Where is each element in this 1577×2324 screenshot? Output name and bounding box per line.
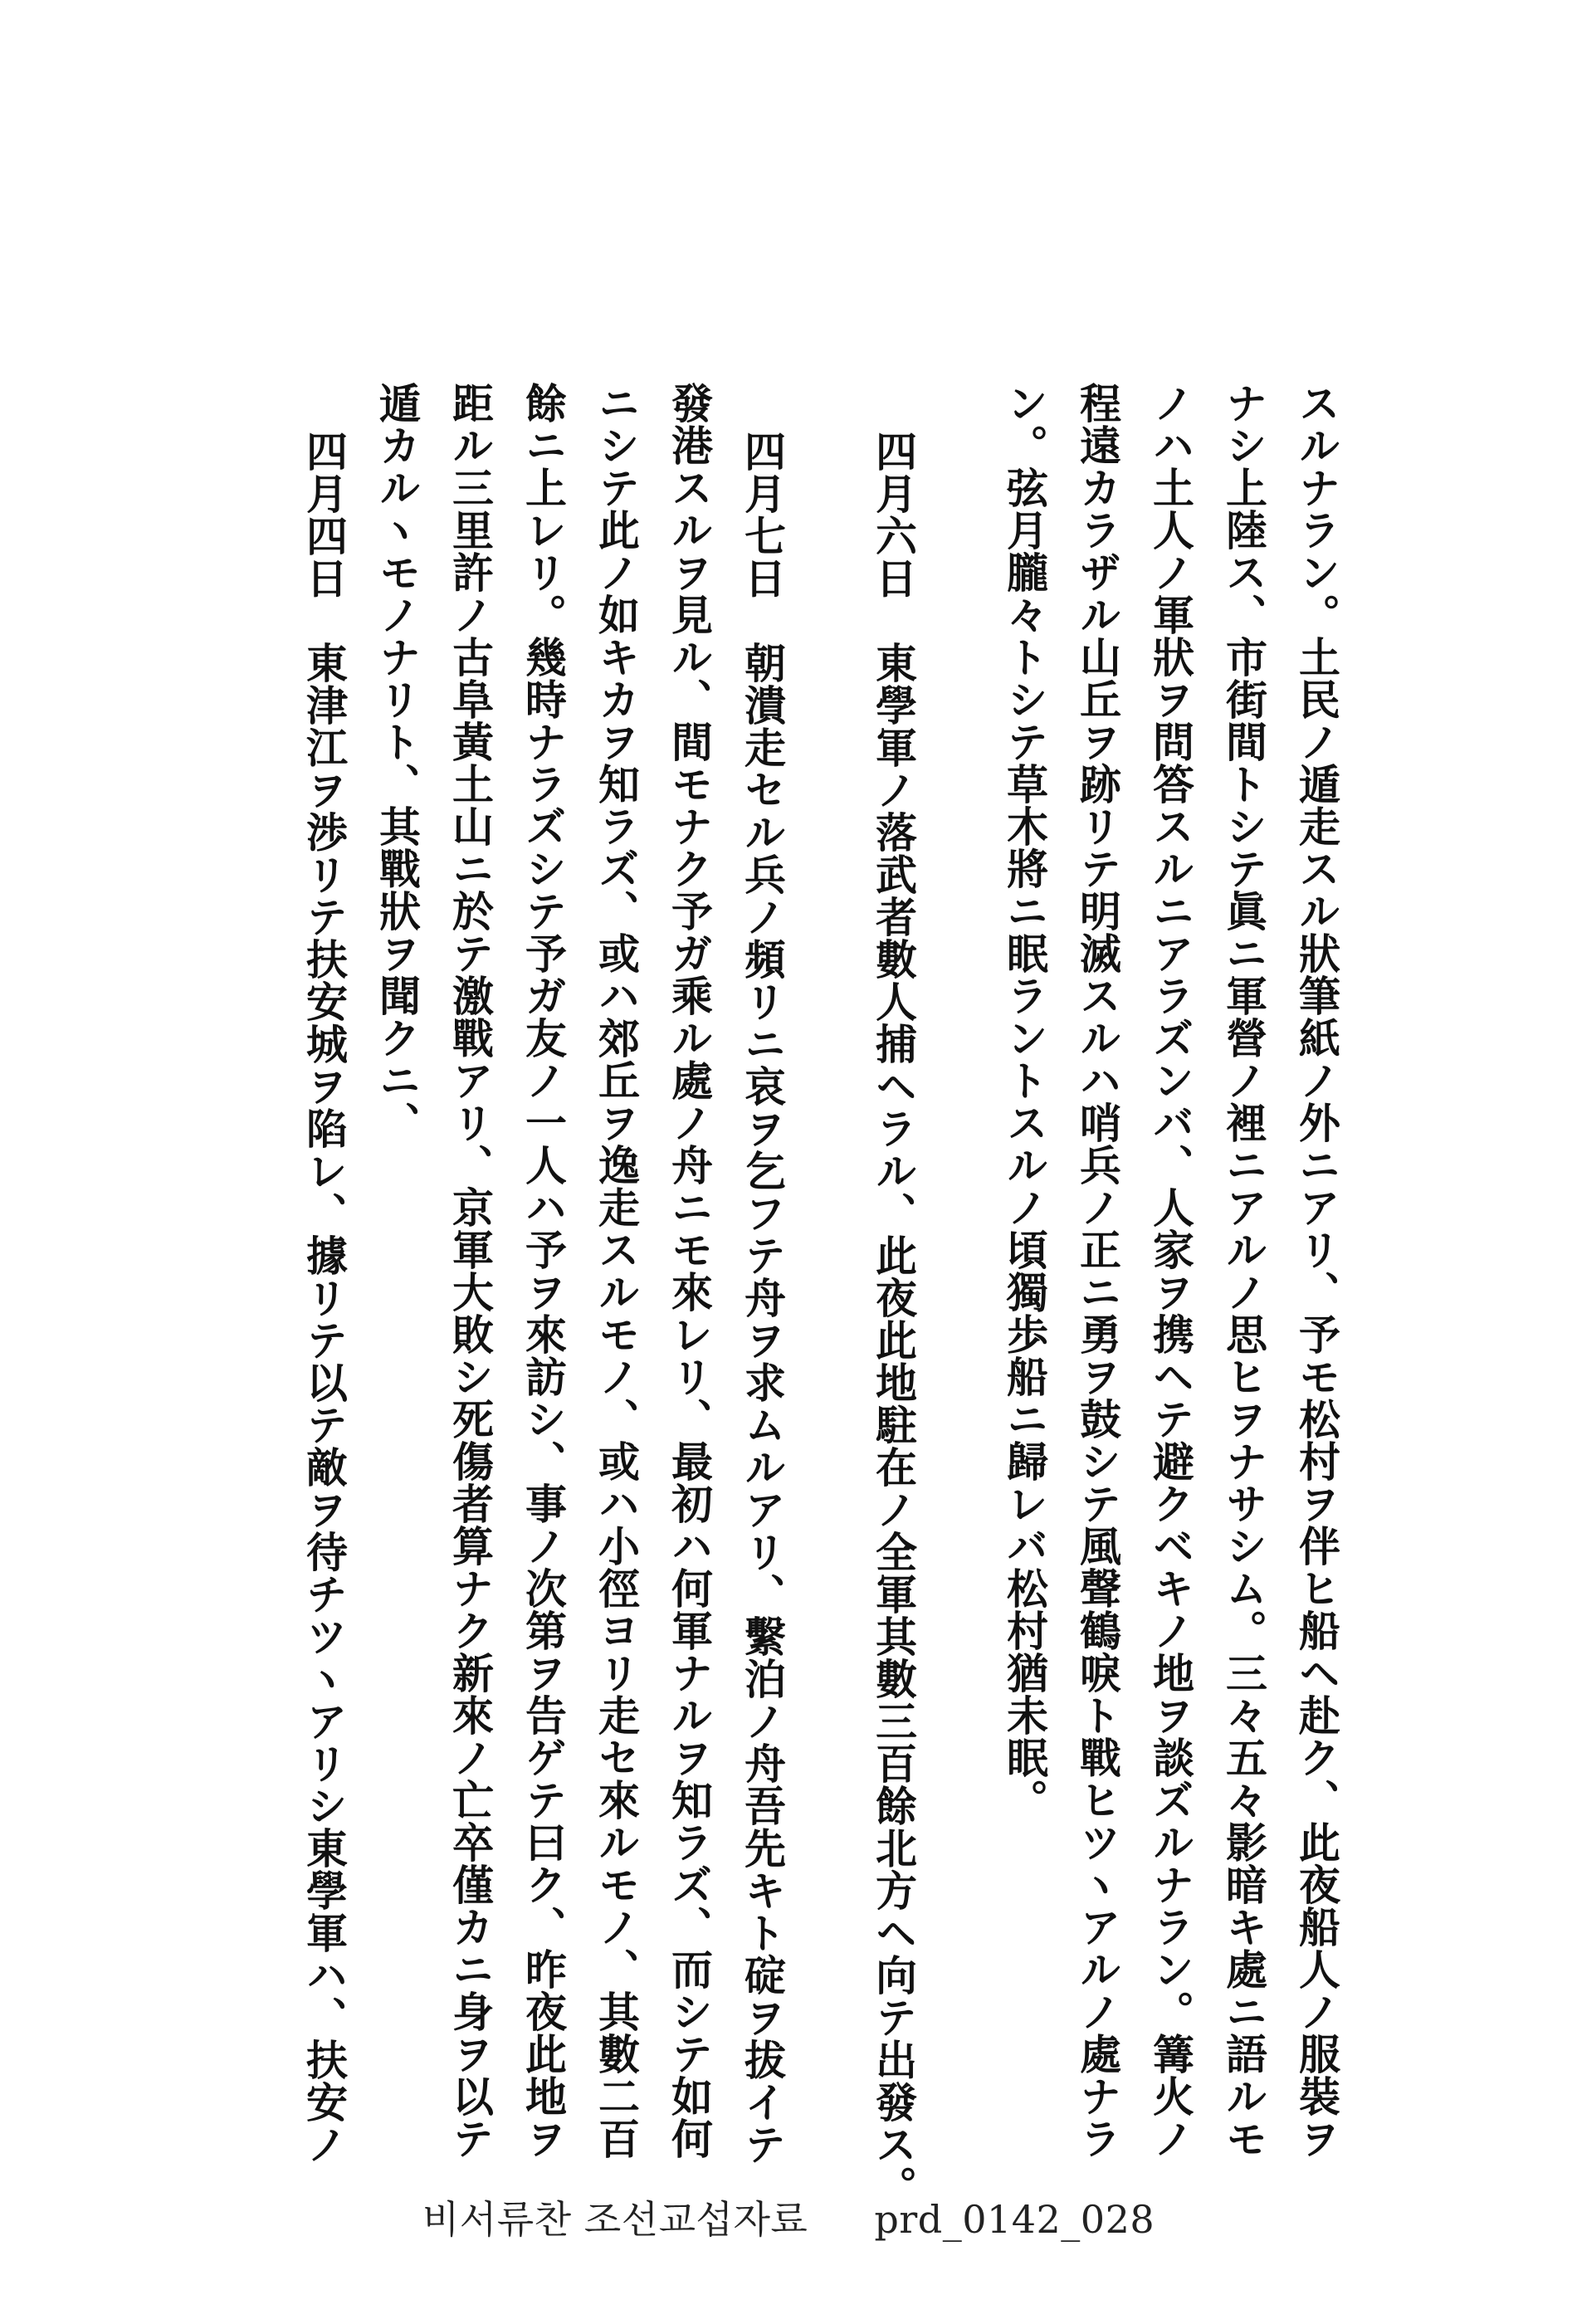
text-column: 餘ニ上レリ。幾時ナラズシテ予ガ友ノ一人ハ予ヲ來訪シ、事ノ次第ヲ告ゲテ曰ク、昨夜此地ヲ	[519, 382, 568, 2160]
text-column: ノハ土人ノ軍狀ヲ問答スルニアラズンバ、人家ヲ携ヘテ避クベキノ地ヲ談ズルナラン。篝火ノ	[1146, 382, 1195, 2160]
text-column: ナシ上陸ス、市街間トシテ眞ニ軍營ノ裡ニアルノ思ヒヲナサシム。三々五々影暗キ處ニ語ルモ	[1219, 382, 1268, 2160]
dated-entry-april-6: 四月六日 東學軍ノ落武者數人捕ヘラル、此夜此地駐在ノ全軍其數三百餘北方ヘ向テ出發ス。	[869, 430, 918, 2208]
footer-file-code: prd_0142_028	[874, 2197, 1155, 2242]
dated-entry-april-7: 四月七日 朝潰走セル兵ノ頻リニ哀ヲ乞フテ舟ヲ求ムルアリ、繫泊ノ舟吾先キト碇ヲ拔イテ	[738, 430, 787, 2165]
footer-series-title: 비서류찬 조선교섭자료	[422, 2197, 808, 2242]
text-column: ン。弦月朧々トシテ草木將ニ眠ラントスルノ頃獨歩船ニ歸レバ松村猶未眠。	[1000, 382, 1049, 1821]
text-column: ニシテ此ノ如キカヲ知ラズ、或ハ郊丘ヲ逸走スルモノ、或ハ小徑ヨリ走セ來ルモノ、其數二百	[592, 382, 641, 2160]
vertical-text-body	[287, 382, 1353, 2208]
text-column: 程遠カラザル山丘ヲ跡リテ明滅スルハ哨兵ノ正ニ勇ヲ鼓シテ風聲鶴唳ト戰ヒツヽアルノ處ナラ	[1073, 382, 1122, 2160]
text-column: 遁カルヽモノナリト、其戰狀ヲ聞クニ、	[373, 382, 422, 1144]
text-column: スルナラン。土民ノ遁走スル狀筆紙ノ外ニアリ、予モ松村ヲ伴ヒ船ヘ赴ク、此夜船人ノ服裝ヲ	[1292, 382, 1341, 2160]
dated-entry-april-4: 四月四日 東津江ヲ渉リテ扶安城ヲ陷レ、據リテ以テ敵ヲ待チツヽアリシ東學軍ハ、扶安ノ	[300, 430, 349, 2165]
page-footer	[0, 2190, 1577, 2244]
text-column: 發港スルヲ見ル、間モナク予ガ乘ル處ノ舟ニモ來レリ、最初ハ何軍ナルヲ知ラズ、而シテ如何	[665, 382, 714, 2160]
text-column: 距ル三里許ノ古阜黃土山ニ於テ激戰アリ、京軍大敗シ死傷者算ナク新來ノ亡卒僅カニ身ヲ以テ	[446, 382, 495, 2160]
